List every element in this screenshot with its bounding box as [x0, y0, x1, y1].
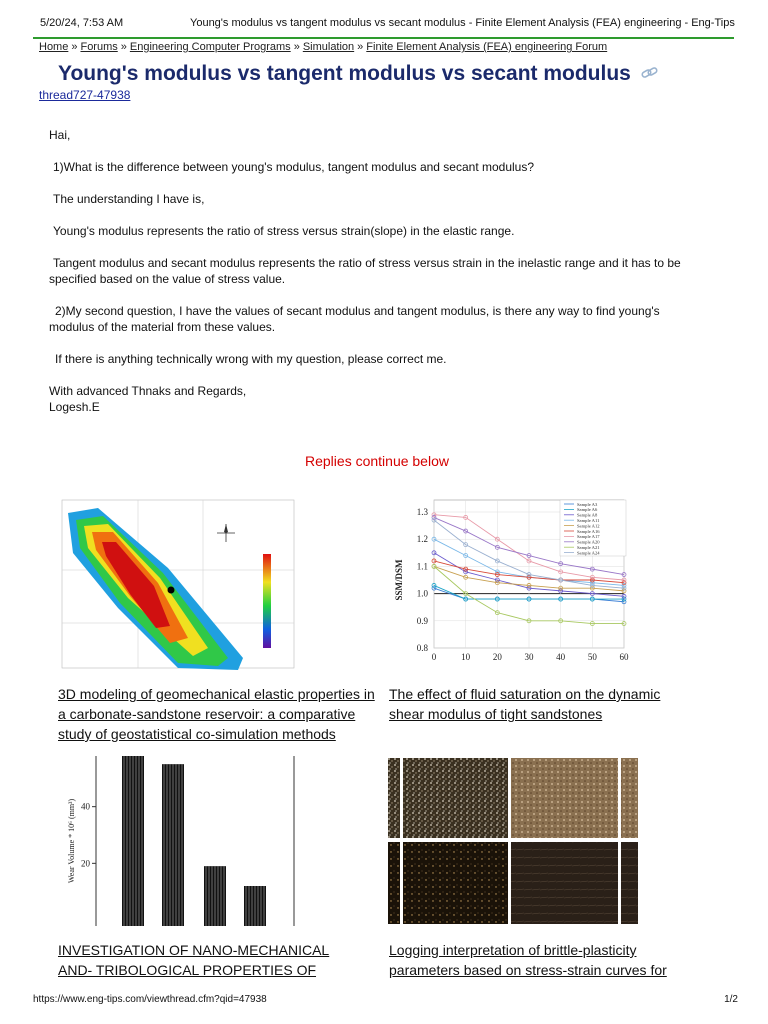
- bar: [244, 886, 266, 926]
- card-image-logging-interpretation[interactable]: [388, 758, 638, 928]
- header-divider: [33, 37, 734, 39]
- line-chart: [388, 498, 638, 670]
- thread-id-link[interactable]: thread727-47938: [39, 88, 131, 102]
- bar: [204, 866, 226, 926]
- y-tick-label: 1.0: [416, 588, 428, 599]
- legend-entry: Sample A17: [577, 534, 600, 540]
- legend-entry: Sample A16: [577, 528, 600, 534]
- card-image-3d-modeling[interactable]: [58, 498, 298, 670]
- thread-title: [58, 62, 659, 86]
- replies-continue-label: Replies continue below: [305, 453, 449, 469]
- legend-entry: Sample A11: [577, 518, 600, 523]
- y-tick-label: 40: [81, 801, 90, 812]
- breadcrumb-separator: »: [71, 41, 78, 53]
- card-image-fluid-saturation[interactable]: [388, 498, 638, 670]
- breadcrumb-engineering-computer-programs[interactable]: Engineering Computer Programs: [129, 41, 291, 53]
- card-title-nano-mechanical[interactable]: INVESTIGATION OF NANO-MECHANICAL AND- TRIBOLOGICAL PROPERTIES OF: [58, 942, 330, 978]
- print-url: https://www.eng-tips.com/viewthread.cfm?qid=47938: [33, 994, 267, 1005]
- x-tick-label: 10: [461, 652, 471, 662]
- breadcrumb-simulation[interactable]: Simulation: [302, 41, 355, 53]
- x-tick-label: 30: [524, 652, 534, 662]
- y-axis-label: Wear Volume * 10⁶ (mm³): [67, 798, 76, 884]
- x-tick-label: 50: [587, 652, 597, 662]
- bar: [162, 764, 184, 926]
- y-tick-label: 1.1: [416, 561, 428, 572]
- post-tangent-secant: Tangent modulus and secant modulus represents the ratio of stress versus strain in the inelastic range and it has to be specified based on the value of stress value.: [49, 256, 681, 286]
- post-question-2: 2)My second question, I have the values of secant modulus and tangent modulus, is there any way to find young's modulus of the material from these values.: [49, 304, 660, 334]
- post-body: [49, 127, 699, 415]
- breadcrumb-separator: »: [357, 41, 364, 53]
- y-tick-label: 1.3: [416, 507, 428, 517]
- card-title-logging-interpretation[interactable]: Logging interpretation of brittle-plasticity parameters based on stress-strain curves for: [389, 942, 667, 978]
- x-tick-label: 0: [431, 652, 437, 662]
- breadcrumb-separator: »: [120, 41, 127, 53]
- breadcrumb-forums[interactable]: Forums: [80, 41, 118, 53]
- breadcrumb-separator: »: [293, 41, 300, 53]
- bar: [122, 756, 144, 926]
- breadcrumb-home[interactable]: Home: [39, 41, 69, 53]
- post-question-1: 1)What is the difference between young's modulus, tangent modulus and secant modulus?: [53, 160, 535, 174]
- print-footer: [33, 994, 738, 1005]
- legend-entry: Sample A3: [577, 501, 598, 507]
- post-regards: With advanced Thnaks and Regards,: [49, 384, 247, 398]
- legend-entry: Sample A12: [577, 523, 600, 529]
- print-datetime: 5/20/24, 7:53 AM: [40, 17, 124, 29]
- breadcrumb-fea-forum[interactable]: Finite Element Analysis (FEA) engineering Forum: [366, 41, 608, 53]
- post-youngs-modulus: Young's modulus represents the ratio of stress versus strain(slope) in the elastic range.: [53, 224, 515, 238]
- thread-title-text: Young's modulus vs tangent modulus vs secant modulus: [58, 62, 631, 85]
- post-correction-request: If there is anything technically wrong with my question, please correct me.: [55, 352, 447, 366]
- legend-entry: Sample A21: [577, 545, 600, 550]
- post-understanding: The understanding I have is,: [53, 192, 205, 206]
- legend-entry: Sample A6: [577, 507, 598, 513]
- y-tick-label: 1.2: [416, 534, 428, 545]
- print-header: [0, 14, 768, 30]
- post-author: Logesh.E: [49, 400, 100, 414]
- legend-entry: Sample A20: [577, 539, 600, 545]
- x-tick-label: 20: [492, 652, 502, 662]
- y-tick-label: 0.8: [416, 643, 428, 653]
- x-tick-label: 60: [619, 652, 629, 662]
- card-image-nano-mechanical[interactable]: [58, 756, 308, 928]
- card-title-3d-modeling[interactable]: 3D modeling of geomechanical elastic properties in a carbonate-sandstone reservoir: a comparative study of geostatistical co-simulation methods: [58, 686, 375, 742]
- card-title-fluid-saturation[interactable]: The effect of fluid saturation on the dynamic shear modulus of tight sandstones: [389, 686, 661, 722]
- breadcrumb: [39, 41, 607, 53]
- y-tick-label: 20: [81, 858, 90, 869]
- legend-entry: Sample A24: [577, 550, 600, 556]
- post-greeting: Hai,: [49, 128, 71, 142]
- print-title: Young's modulus vs tangent modulus vs secant modulus - Finite Element Analysis (FEA) engineering - Eng-Tips: [190, 17, 735, 29]
- bar-chart: [58, 756, 308, 928]
- x-tick-label: 40: [556, 652, 566, 662]
- legend-entry: Sample A8: [577, 512, 598, 518]
- y-axis-label: SSM/DSM: [394, 559, 404, 601]
- print-page-number: 1/2: [724, 994, 738, 1005]
- y-tick-label: 0.9: [416, 615, 428, 626]
- link-icon[interactable]: [641, 62, 659, 86]
